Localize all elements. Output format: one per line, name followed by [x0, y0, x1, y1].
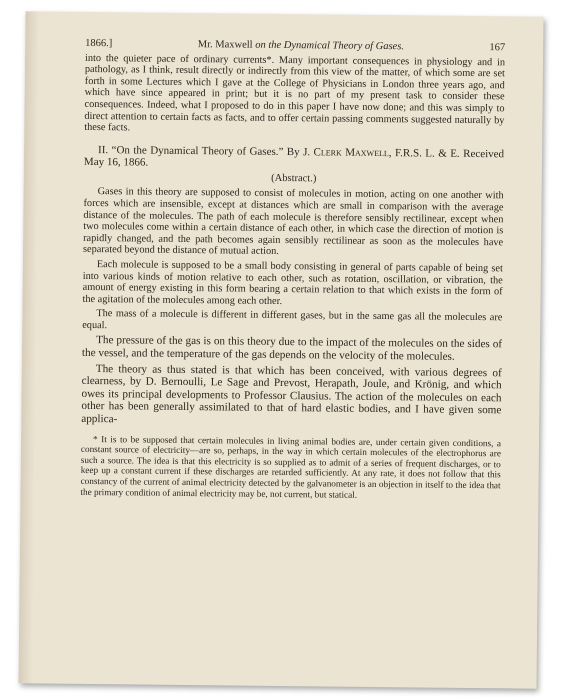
footnote: * It is to be supposed that certain molecules in living animal bodies are, under certain given conditions, a constant source of electricity—are so, perhaps, in the way in which certain molecules of the electrophorus are such a source. The idea is that this electricity is so supplied as to admit of a series of frequent discharges, or to keep up a constant current if these discharges are retarded sufficiently. At any rate, it does not follow that this constancy of the current of animal electricity detected by the galvanometer is an objection in itself to the idea that the primary condition of animal electricity may be, not current, but statical. — [80, 433, 502, 500]
running-head-author: Mr. Maxwell — [197, 39, 256, 51]
paragraph-1: Gases in this theory are supposed to consist of molecules in motion, acting on one another with forces which are insensible, except at distances which are small in comparison with the average distance of the molecules. The path of each molecule is therefore sensibly rectilinear, except when two molecules come within a certain distance of each other, in which case the direction of motion is rapidly changed, and the path becomes again sensibly rectilinear as soon as the molecules have separated beyond the distance of mutual action. — [82, 186, 504, 258]
abstract-label: (Abstract.) — [271, 172, 317, 185]
running-head — [85, 38, 505, 54]
continuation-paragraph: into the quieter pace of ordinary currents*. Many important consequences in physiology and in pathology, as I think, result directly or indirectly from this view of the matter, of which some are set forth in some Lectures which I gave at the College of Physicians in London three years ago, and which have since appeared in print; but it is no part of my present task to consider these consequences. Indeed, what I proposed to do in this paper I have now done; and this was simply to direct attention to certain facts as facts, and to offer certain passing comments suggested naturally by these facts. — [84, 52, 506, 134]
running-head-title — [198, 39, 404, 53]
running-head-title-italic: on the Dynamical Theory of Gases. — [255, 39, 405, 53]
document-page — [18, 11, 543, 688]
running-head-year: 1866.] — [85, 37, 113, 50]
paragraph-2: Each molecule is supposed to be a small body consisting in general of parts capable of being set into various kinds of motion relative to each other, such as rotation, oscillation, or vibration, the amount of energy existing in this form bearing a certain relation to that which exists in the form of the agitation of the molecules among each other. — [82, 258, 503, 307]
section-title: II. “On the Dynamical Theory of Gases.” By J. — [98, 143, 314, 159]
section-author-details: , F.R.S. L. & E. Received May 16, 1866. — [83, 146, 505, 169]
page-content — [80, 38, 505, 502]
paragraph-5: The theory as thus stated is that which has been conceived, with various degrees of clearness, by D. Bernoulli, Le Sage and Prevost, Herapath, Joule, and Krönig, and which owes its principal developments to Professor Clausius. The action of the molecules on each other has been generally assimilated to that of hard elastic bodies, and I have given some applica- — [81, 362, 502, 426]
paragraph-4: The pressure of the gas is on this theory due to the impact of the molecules on the sides of the vessel, and the temperature of the gas depends on the velocity of the molecules. — [81, 334, 503, 363]
page-number: 167 — [489, 42, 506, 54]
paragraph-3: The mass of a molecule is different in different gases, but in the same gas all the molecules are equal. — [82, 308, 503, 332]
section-heading — [84, 144, 504, 173]
section-author: Clerk Maxwell — [313, 146, 389, 159]
